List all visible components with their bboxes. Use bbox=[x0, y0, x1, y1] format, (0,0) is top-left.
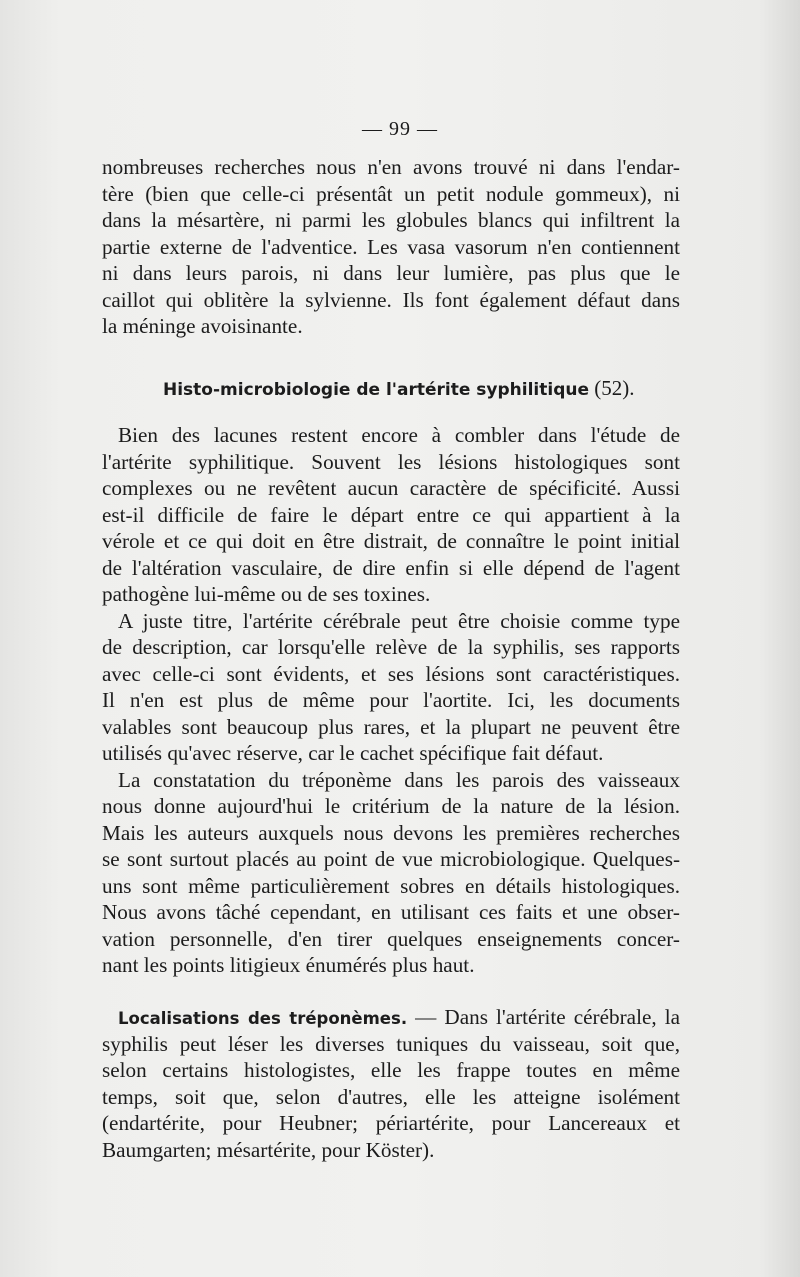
text-line: utilisés qu'avec réserve, car le cachet spécifique fait défaut. bbox=[102, 741, 604, 765]
text-line: nous donne aujourd'hui le critérium de la nature de la lésion. bbox=[102, 794, 680, 818]
text-line: complexes ou ne revêtent aucun caractère de spécificité. Aussi bbox=[102, 476, 680, 500]
text-line: pathogène lui-même ou de ses toxines. bbox=[102, 582, 431, 606]
text-line: syphilis peut léser les diverses tuniques du vaisseau, soit que, bbox=[102, 1032, 680, 1056]
text-line: tère (bien que celle-ci présentât un petit nodule gommeux), ni bbox=[102, 182, 680, 206]
text-line: est-il difficile de faire le départ entre ce qui appartient à la bbox=[102, 503, 680, 527]
text-line-rest: — Dans l'artérite cérébrale, la bbox=[407, 1005, 681, 1029]
text-line: Bien des lacunes restent encore à combler dans l'étude de bbox=[118, 423, 680, 447]
text-line: La constatation du tréponème dans les parois des vaisseaux bbox=[118, 768, 680, 792]
text-line: Mais les auteurs auxquels nous devons les premières recherches bbox=[102, 821, 680, 845]
text-line: se sont surtout placés au point de vue microbiologique. Quelques- bbox=[102, 847, 680, 871]
text-line: temps, soit que, selon d'autres, elle les atteigne isolément bbox=[102, 1085, 680, 1109]
section-heading bbox=[163, 376, 635, 401]
paragraph-lead-in: Localisations des tréponèmes. bbox=[118, 1009, 408, 1028]
section-heading-reference: (52). bbox=[589, 376, 635, 400]
text-line: ni dans leurs parois, ni dans leur lumière, pas plus que le bbox=[102, 261, 680, 285]
text-line: nant les points litigieux énumérés plus haut. bbox=[102, 953, 475, 977]
text-line: nombreuses recherches nous n'en avons trouvé ni dans l'endar- bbox=[102, 155, 680, 179]
text-line: selon certains histologistes, elle les frappe toutes en même bbox=[102, 1058, 680, 1082]
text-line: uns sont même particulièrement sobres en détails histologiques. bbox=[102, 874, 680, 898]
text-line: valables sont beaucoup plus rares, et la plupart ne peuvent être bbox=[102, 715, 680, 739]
text-line: avec celle-ci sont évidents, et ses lésions sont caractéristiques. bbox=[102, 662, 680, 686]
text-line: la méninge avoisinante. bbox=[102, 314, 303, 338]
text-line: Baumgarten; mésartérite, pour Köster). bbox=[102, 1138, 435, 1162]
text-line: caillot qui oblitère la sylvienne. Ils font également défaut dans bbox=[102, 288, 680, 312]
text-line: Nous avons tâché cependant, en utilisant ces faits et une obser- bbox=[102, 900, 680, 924]
text-line: partie externe de l'adventice. Les vasa vasorum n'en contiennent bbox=[102, 235, 680, 259]
text-line: A juste titre, l'artérite cérébrale peut être choisie comme type bbox=[118, 609, 680, 633]
text-line: vation personnelle, d'en tirer quelques enseignements concer- bbox=[102, 927, 680, 951]
text-line: l'artérite syphilitique. Souvent les lésions histologiques sont bbox=[102, 450, 680, 474]
text-line: (endartérite, pour Heubner; périartérite, pour Lancereaux et bbox=[102, 1111, 680, 1135]
text-line bbox=[118, 1004, 680, 1033]
page-number: — 99 — bbox=[362, 118, 438, 140]
text-line: de l'altération vasculaire, de dire enfin si elle dépend de l'agent bbox=[102, 556, 680, 580]
text-line: Il n'en est plus de même pour l'aortite. Ici, les documents bbox=[102, 688, 680, 712]
text-line: vérole et ce qui doit en être distrait, de connaître le point initial bbox=[102, 529, 680, 553]
text-line: dans la mésartère, ni parmi les globules blancs qui infiltrent la bbox=[102, 208, 680, 232]
section-heading-title: Histo-microbiologie de l'artérite syphilitique bbox=[163, 380, 589, 400]
text-line: de description, car lorsqu'elle relève de la syphilis, ses rapports bbox=[102, 635, 680, 659]
